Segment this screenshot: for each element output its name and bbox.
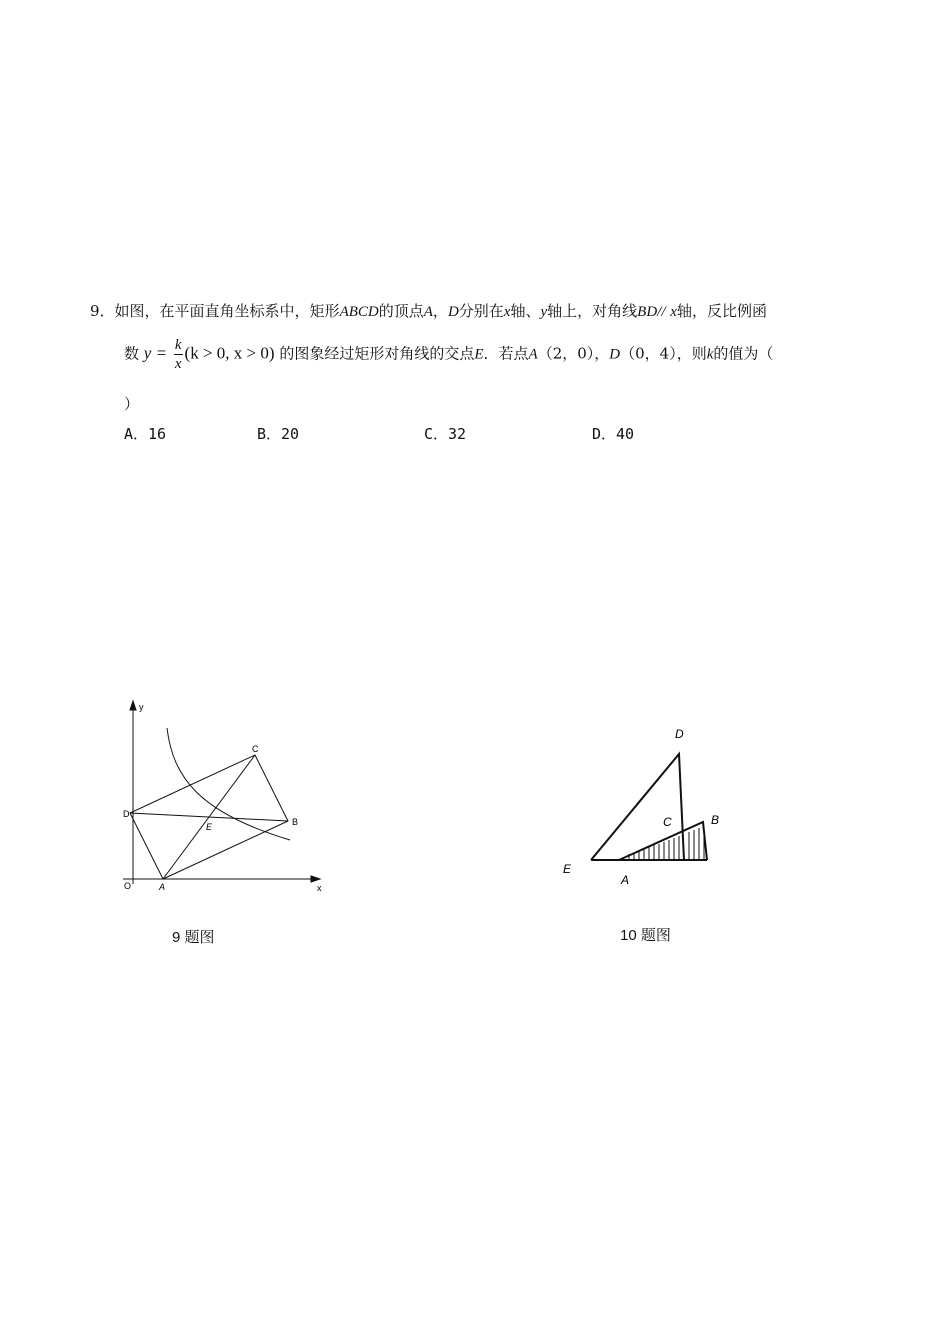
label-d: D bbox=[675, 727, 684, 741]
x-axis-arrow bbox=[311, 876, 320, 882]
question-line-3: ） bbox=[124, 395, 140, 413]
hatching bbox=[629, 826, 704, 860]
label-e: E bbox=[206, 822, 213, 832]
label-d: D bbox=[123, 809, 130, 819]
figure-9-caption: 9 题图 bbox=[172, 929, 215, 946]
label-e: E bbox=[563, 862, 572, 876]
label-b: B bbox=[711, 813, 720, 827]
label-b: B bbox=[292, 817, 299, 827]
y-axis-arrow bbox=[130, 701, 136, 710]
figure-10 bbox=[555, 720, 755, 900]
label-a: A bbox=[159, 882, 166, 892]
formula-condition: (k > 0, x > 0) bbox=[184, 343, 275, 363]
question-line-2: 数 y = $\frac{k}{x}$ (k > 0, x > 0) 的图象经过矩形对角线的交点E．若点A（2，0），D（0，4），则k的值为（ bbox=[124, 337, 774, 372]
label-o: O bbox=[124, 881, 132, 891]
option-a[interactable]: A．16 bbox=[124, 425, 167, 443]
question-number: 9． bbox=[90, 302, 115, 320]
hyperbola-curve bbox=[167, 728, 290, 840]
figure-10-caption: 10 题图 bbox=[620, 927, 671, 944]
formula-fraction: $\frac{k}{x}$ bbox=[174, 337, 182, 372]
diagonal-bd bbox=[130, 813, 288, 821]
triangle-edc bbox=[591, 754, 684, 860]
option-c[interactable]: C．32 bbox=[424, 425, 467, 443]
label-c: C bbox=[252, 744, 259, 754]
label-a: A bbox=[621, 873, 630, 887]
label-y: y bbox=[139, 702, 144, 712]
question-line-1: 9．如图，在平面直角坐标系中，矩形ABCD的顶点A，D分别在x轴、y轴上，对角线BD// x轴，反比例函 bbox=[90, 302, 767, 320]
option-b[interactable]: B．20 bbox=[257, 425, 300, 443]
label-c: C bbox=[663, 815, 672, 829]
label-x: x bbox=[317, 883, 322, 893]
formula-lhs: y = bbox=[143, 343, 168, 363]
figure-9 bbox=[110, 698, 340, 898]
option-d[interactable]: D．40 bbox=[592, 425, 635, 443]
